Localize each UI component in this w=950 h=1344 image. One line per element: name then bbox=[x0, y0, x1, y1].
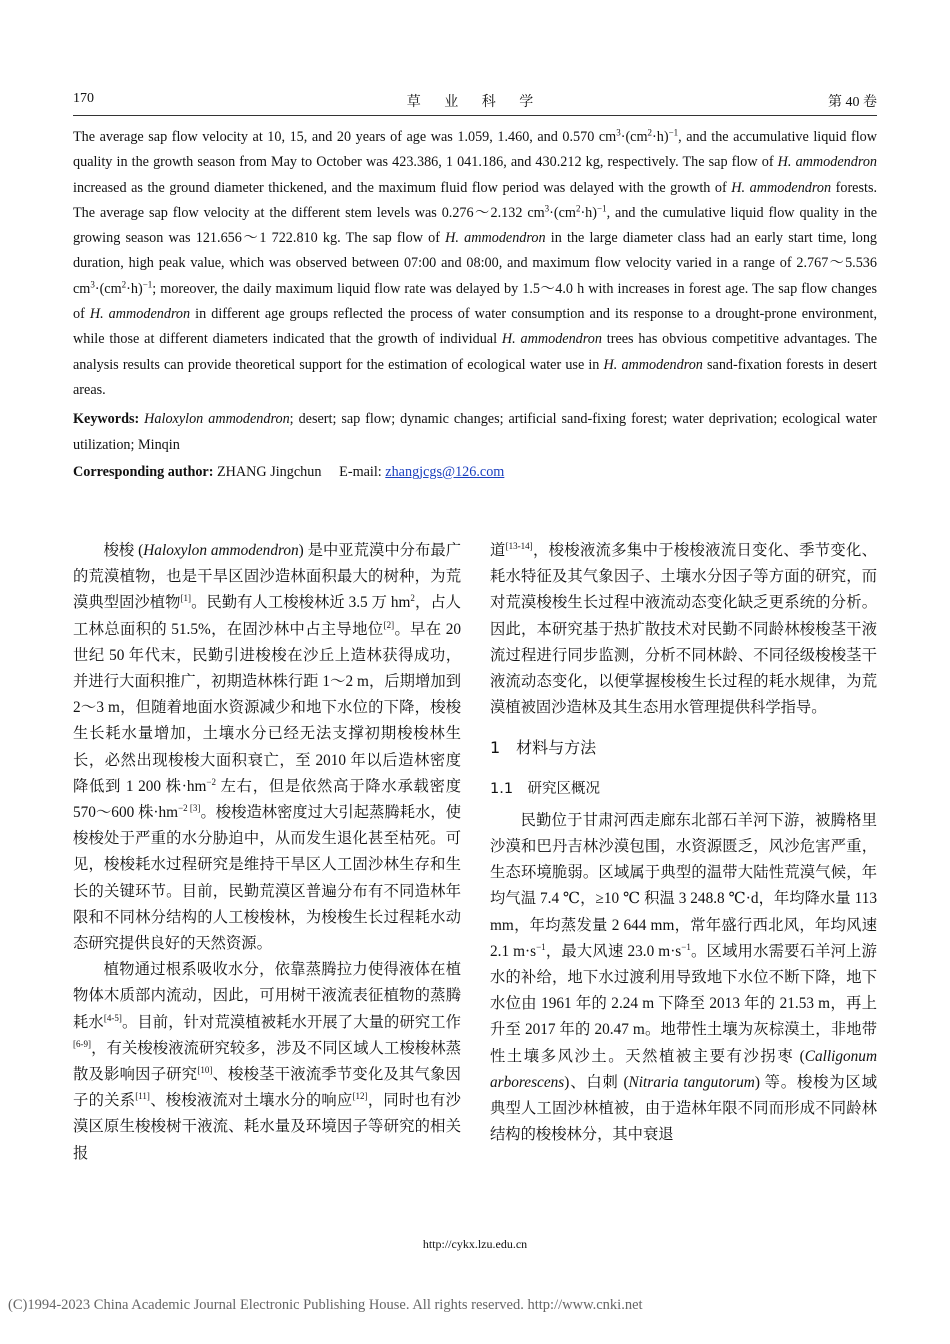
citation[interactable]: [4-5] bbox=[103, 1012, 122, 1023]
body-paragraph: 梭梭 (Haloxylon ammodendron) 是中亚荒漠中分布最广的荒漠植物，也是干旱区固沙造林面积最大的树种，为荒漠典型固沙植物[1]。民勤有人工梭梭林近 3.5 万 $hm^2$，占人工林总面积的 51.5%，在固沙林中占主导地位[2]。早在 20 世纪 50 年代末，民勤引进梭梭在沙丘上造林获得成功，并进行大面积推广，初期造林株行距 1～2 m，后期增加到 2～3 m，但随着地面水资源减少和地下水位的下降，梭梭生长耗水量增加，土壤水分已经无法支撑初期梭梭林生长，必然出现梭梭大面积衰亡，至 2010 年以后造林密度降低到 1 200 株$\cdot hm^{-2}$ 左右，但是依然高于降水承载密度 570～600 株$\cdot hm^{-2}$ [3]。梭梭造林密度过大引起蒸腾耗水，使梭梭处于严重的水分胁迫中，从而发生退化甚至枯死。可见，梭梭耗水过程研究是维持干旱区人工固沙林生存和生长的关键环节。目前，民勤荒漠区普遍分布有不同造林年限和不同林分结构的人工梭梭林，为梭梭生长过程耗水动态研究提供良好的天然资源。 bbox=[73, 542, 462, 953]
citation[interactable]: [13-14] bbox=[505, 540, 533, 551]
citation[interactable]: [11] bbox=[135, 1091, 150, 1102]
body-paragraph: 民勤位于甘肃河西走廊东北部石羊河下游，被腾格里沙漠和巴丹吉林沙漠包围，水资源匮乏，风沙危害严重，生态环境脆弱。区域属于典型的温带大陆性荒漠气候，年均气温 7.4 ℃，≥10 ℃ 积温 3 248.8 ℃·d，年均降水量 113 mm，年均蒸发量 2 644 mm，常年盛行西北风，年均风速 2.1 $m\cdot s^{-1}$，最大风速 23.0 $m\cdot s^{-1}$。区域用水需要石羊河上游水的补给，地下水过渡利用导致地下水位不断下降，地下水位由 1961 年的 2.24 m 下降至 2013 年的 21.53 m，再上升至 2017 年的 20.47 m。地带性土壤为灰棕漠土，非地带性土壤多风沙土。天然植被主要有沙拐枣 (Calligonum arborescens)、白刺 (Nitraria tangutorum) 等。梭梭为区域典型人工固沙林植被，由于造林年限不同而形成不同龄林结构的梭梭林分，其中衰退 bbox=[490, 811, 878, 1144]
corresponding-author: Corresponding author: ZHANG Jingchun E-mail: zhangjcgs@126.com bbox=[73, 463, 505, 480]
left-column bbox=[73, 538, 461, 1167]
journal-name: 草 业 科 学 bbox=[406, 95, 544, 110]
keywords: Keywords: Haloxylon ammodendron; desert; sap flow; dynamic changes; artificial sand-fixing forest; water deprivation; ecological water utilization; Minqin bbox=[73, 411, 878, 453]
abstract-paragraph: The average sap flow velocity at 10, 15, and 20 years of age was 1.059, 1.460, and 0.570 $cm^3\cdot(cm^2\cdot h)^{-1}$, and the accumulative liquid flow quality in the growth season from May to October was 423.386, 1 041.186, and 430.212 kg, respectively. The sap flow of H. ammodendron increased as the ground diameter thickened, and the maximum fluid flow period was delayed with the growth of H. ammodendron forests. The average sap flow velocity at the different stem levels was 0.276～2.132 $cm^3\cdot(cm^2\cdot h)^{-1}$, and the cumulative liquid flow quality in the growing season was 121.656～1 722.810 kg. The sap flow of H. ammodendron in the large diameter class had an early start time, long duration, high peak value, which was observed between 07:00 and 08:00, and maximum flow velocity varied in a range of 2.767～5.536 $cm^3\cdot(cm^2\cdot h)^{-1}$; moreover, the daily maximum liquid flow rate was delayed by 1.5～4.0 h with increases in forest age. The sap flow changes of H. ammodendron in different age groups reflected the process of water consumption and its response to a drought-prone environment, while those at different diameters indicated that the growth of individual H. ammodendron trees has obvious competitive advantages. The analysis results can provide theoretical support for the estimation of ecological water use in H. ammodendron sand-fixation forests in desert areas. bbox=[73, 127, 878, 398]
email-link[interactable]: zhangjcgs@126.com bbox=[385, 463, 505, 480]
page-number: 170 bbox=[73, 91, 94, 106]
subsection-heading: 1.1 研究区概况 bbox=[490, 780, 601, 797]
citation[interactable]: [12] bbox=[352, 1091, 368, 1102]
citation[interactable]: [6-9] bbox=[73, 1038, 91, 1049]
citation[interactable]: [2] bbox=[383, 619, 395, 630]
body-paragraph: 道[13-14]，梭梭液流多集中于梭梭液流日变化、季节变化、耗水特征及其气象因子、土壤水分因子等方面的研究，而对荒漠梭梭生长过程中液流动态变化缺乏更系统的分析。因此，本研究基于热扩散技术对民勤不同龄林梭梭茎干液流过程进行同步监测，分析不同林龄、不同径级梭梭茎干液流动态变化，以便掌握梭梭生长过程的耗水规律，为荒漠植被固沙造林及其生态用水管理提供科学指导。 bbox=[490, 540, 877, 717]
body-paragraph: 植物通过根系吸收水分，依靠蒸腾拉力使得液体在植物体木质部内流动，因此，可用树干液流表征植物的蒸腾耗水[4-5]。目前，针对荒漠植被耗水开展了大量的研究工作[6-9]，有关梭梭液流研究较多，涉及不同区域人工梭梭林蒸散及影响因子研究[10]、梭梭茎干液流季节变化及其气象因子的关系[11]、梭梭液流对土壤水分的响应[12]，同时也有沙漠区原生梭梭树干液流、耗水量及环境因子等研究的相关报 bbox=[73, 961, 461, 1162]
copyright-line: (C)1994-2023 China Academic Journal Electronic Publishing House. All rights reserved. http://www.cnki.net bbox=[8, 1297, 643, 1313]
volume-label: 第 40 卷 bbox=[828, 95, 877, 110]
footer-url[interactable]: http://cykx.lzu.edu.cn bbox=[422, 1237, 528, 1251]
citation[interactable]: [3] bbox=[187, 802, 201, 813]
english-abstract bbox=[73, 125, 877, 485]
section-heading: 1 材料与方法 bbox=[490, 738, 597, 758]
citation[interactable]: [10] bbox=[197, 1064, 213, 1075]
citation[interactable]: [1] bbox=[180, 593, 192, 604]
running-header bbox=[73, 91, 877, 116]
right-column bbox=[490, 538, 877, 1148]
